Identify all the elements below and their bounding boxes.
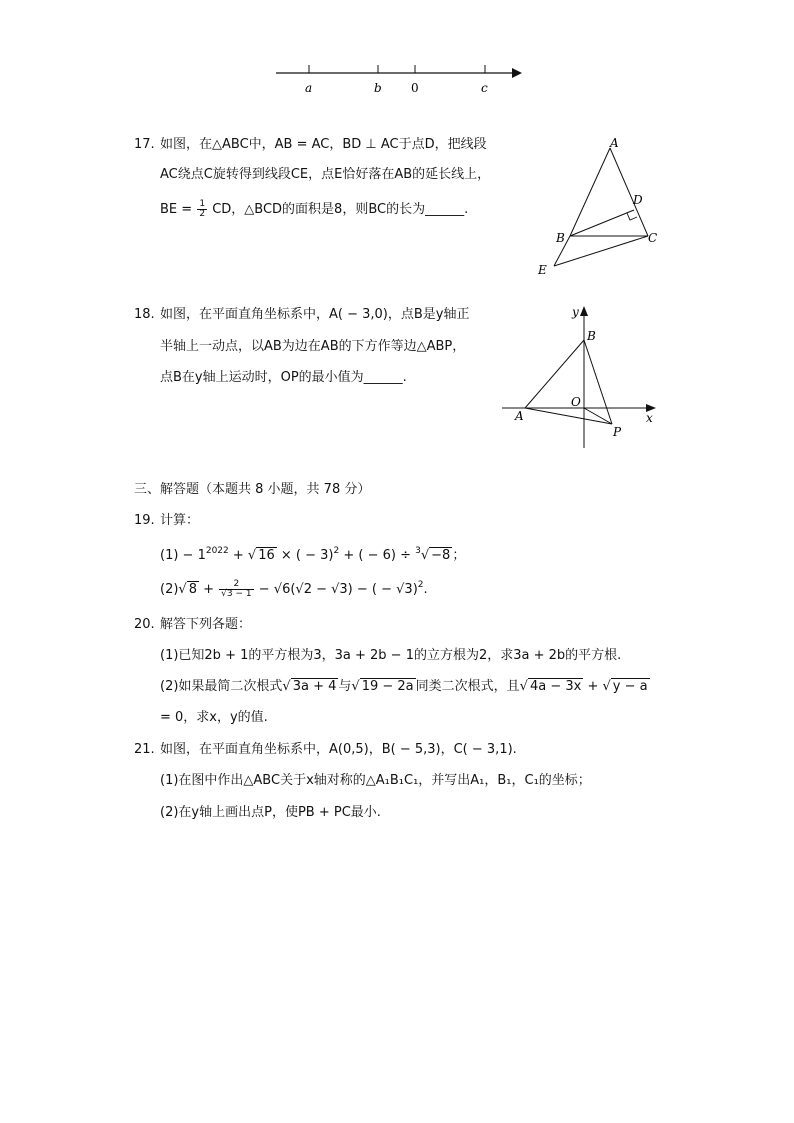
q17-label-A: A — [610, 136, 619, 150]
section-heading: 三、解答题（本题共 8 小题，共 78 分） — [134, 482, 371, 497]
q17-line1: 如图，在△ABC中，AB = AC，BD ⊥ AC于点D，把线段 — [160, 137, 487, 152]
q17-line3-a: BE = — [160, 202, 193, 217]
q18-coordinate-figure — [498, 300, 668, 454]
q18-label-B: B — [587, 329, 596, 343]
q18-label-A: A — [515, 409, 524, 423]
q19-p2-frac-top: 2 — [219, 580, 253, 590]
q17-triangle-figure — [530, 132, 670, 278]
q19-p2-sqrt: 8 — [188, 582, 197, 597]
q21-part2: (2)在y轴上画出点P，使PB + PC最小. — [160, 805, 381, 820]
q18-label-P: P — [613, 425, 622, 439]
q21-number: 21. — [134, 742, 155, 757]
q21-line1: 如图，在平面直角坐标系中，A(0,5)，B( − 5,3)，C( − 3,1). — [160, 742, 517, 757]
q19-p1-cbrt: −8 — [431, 548, 451, 563]
q20-p2-sqrt1: 3a + 4 — [292, 679, 337, 694]
q19-p1-root-index: 3 — [415, 546, 421, 556]
q17-label-B: B — [556, 231, 565, 245]
q20-part2-cont: = 0，求x，y的值. — [160, 710, 268, 725]
q19-p1-b: + — [228, 548, 248, 563]
q17-number: 17. — [134, 137, 155, 152]
q19-p2-fraction — [219, 580, 253, 599]
q19-number: 19. — [134, 513, 155, 528]
q17-line3-b: CD，△BCD的面积是8，则BC的长为______. — [212, 202, 469, 217]
q19-part2: (2)√ 8 + $\frac{2}{√3 - 1}$ − √6(√2 − √3) − ( − √3)$^2$. — [160, 579, 428, 599]
q18-line2: 半轴上一动点，以AB为边在AB的下方作等边△ABP， — [160, 339, 466, 354]
q19-p2-exp: 2 — [417, 580, 424, 590]
q17-label-E: E — [538, 263, 547, 277]
q19-p2-d: . — [423, 582, 428, 597]
q18-number: 18. — [134, 307, 155, 322]
q17-label-D: D — [633, 193, 643, 207]
q19-p1-exp2: 2 — [333, 546, 340, 556]
number-line-figure — [270, 58, 530, 98]
q20-p2-a: (2)如果最简二次根式 — [160, 679, 283, 694]
q20-title: 解答下列各题： — [160, 617, 252, 632]
q17-line2: AC绕点C旋转得到线段CE，点E恰好落在AB的延长线上， — [160, 167, 491, 182]
q20-p2-sqrt4: y − a — [612, 679, 648, 694]
q19-p1-exp: 2022 — [205, 546, 229, 556]
q20-p2-c: 同类二次根式，且 — [415, 679, 520, 694]
q21-part1: (1)在图中作出△ABC关于x轴对称的△A₁B₁C₁，并写出A₁，B₁，C₁的坐标； — [160, 773, 591, 788]
label-a: a — [305, 81, 313, 95]
label-zero: 0 — [411, 81, 419, 95]
q19-part1: $(1) - 1^{2022}$ + √ 16 × ( − 3)$^2$ + ( − 6) ÷ $^3$√ −8 ； — [160, 546, 466, 563]
q18-label-O: O — [571, 395, 581, 409]
q18-line1: 如图，在平面直角坐标系中，A( − 3,0)，点B是y轴正 — [160, 307, 470, 322]
label-b: b — [374, 81, 382, 95]
q18-line3: 点B在y轴上运动时，OP的最小值为______. — [160, 370, 407, 385]
q19-p2-c: − √6(√2 − √3) − ( − √3) — [254, 582, 418, 597]
q20-number: 20. — [134, 617, 155, 632]
q20-p2-b: 与 — [338, 679, 352, 694]
q20-part2: (2)如果最简二次根式√ 3a + 4 与√ 19 − 2a 同类二次根式，且√ 4a − 3x + √ y − a — [160, 679, 648, 694]
q19-p1-a: (1) − 1 — [160, 548, 206, 563]
q19-p2-a: (2) — [160, 582, 179, 597]
q19-p2-frac-bot: √3 − 1 — [221, 589, 252, 599]
q17-frac-top: 1 — [199, 199, 206, 209]
q18-label-y: y — [572, 305, 579, 319]
q19-title: 计算： — [160, 513, 200, 528]
q17-label-C: C — [648, 231, 658, 245]
q17-fraction — [197, 200, 207, 219]
q20-p2-sqrt3: 4a − 3x — [529, 679, 582, 694]
q17-frac-bot: 2 — [199, 209, 206, 219]
q18-label-x: x — [646, 411, 653, 425]
q19-p1-sqrt: 16 — [258, 548, 275, 563]
q17-line3 — [160, 200, 468, 219]
q19-p1-c: × ( − 3) — [276, 548, 334, 563]
q19-p1-e: ； — [452, 548, 466, 563]
q20-part1: (1)已知2b + 1的平方根为3，3a + 2b − 1的立方根为2，求3a + 2b的平方根. — [160, 648, 622, 663]
number-line-arrow — [512, 68, 522, 78]
q20-p2-sqrt2: 19 − 2a — [361, 679, 414, 694]
label-c: c — [481, 81, 488, 95]
q19-p2-b: + — [199, 582, 219, 597]
q19-p1-d: + ( − 6) ÷ — [339, 548, 416, 563]
q20-p2-d: + — [583, 679, 603, 694]
